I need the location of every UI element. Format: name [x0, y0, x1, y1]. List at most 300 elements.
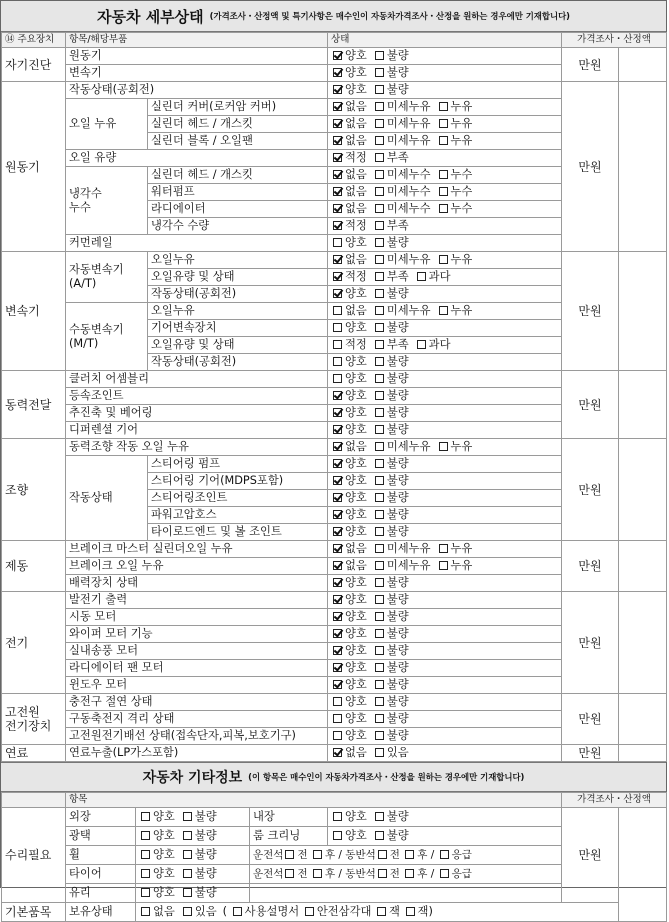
- checkbox[interactable]: [375, 323, 384, 332]
- checkbox[interactable]: [333, 748, 342, 757]
- state-cell: [328, 218, 562, 235]
- checkbox[interactable]: [333, 629, 342, 638]
- checkbox[interactable]: [183, 888, 192, 897]
- pos-text: 운전석: [253, 868, 284, 880]
- checkbox[interactable]: [375, 187, 384, 196]
- table-row: [2, 592, 667, 609]
- other-label: 유리: [66, 884, 136, 903]
- checkbox[interactable]: [183, 850, 192, 859]
- checkbox[interactable]: [375, 374, 384, 383]
- option-label: 양호: [345, 491, 367, 504]
- option-label: 없음: [153, 905, 175, 918]
- checkbox[interactable]: [375, 340, 384, 349]
- other-state: [136, 865, 250, 884]
- option-label: 적정: [345, 338, 367, 351]
- section-name: 고전원 전기장치: [2, 694, 66, 745]
- state-option: [331, 389, 367, 403]
- checkbox[interactable]: [417, 272, 426, 281]
- option-label: 없음: [345, 168, 367, 181]
- price-amount[interactable]: [562, 745, 619, 762]
- checkbox[interactable]: [375, 306, 384, 315]
- position-cell: [250, 846, 562, 865]
- checkbox[interactable]: [440, 850, 449, 859]
- checkbox[interactable]: [333, 510, 342, 519]
- checkbox[interactable]: [375, 748, 384, 757]
- checkbox[interactable]: [378, 850, 387, 859]
- checkbox[interactable]: [333, 476, 342, 485]
- state-cell: [328, 167, 562, 184]
- section-name: 조향: [2, 439, 66, 541]
- checkbox[interactable]: [333, 714, 342, 723]
- state-cell: [328, 643, 562, 660]
- checkbox[interactable]: [333, 289, 342, 298]
- price-blank[interactable]: [619, 541, 667, 592]
- state-option: [331, 627, 367, 641]
- checkbox[interactable]: [313, 850, 322, 859]
- price-blank[interactable]: [619, 694, 667, 745]
- option-label: 양호: [345, 593, 367, 606]
- checkbox[interactable]: [439, 544, 448, 553]
- price-blank[interactable]: [619, 439, 667, 541]
- checkbox[interactable]: [333, 374, 342, 383]
- separator: [400, 849, 403, 861]
- option-label: 불량: [386, 83, 409, 96]
- option-label: 양호: [345, 406, 367, 419]
- option-label: 없음: [345, 253, 367, 266]
- option-label: 미세누유: [386, 117, 431, 130]
- price-blank[interactable]: [619, 48, 667, 82]
- state-option: [331, 372, 367, 386]
- checkbox[interactable]: [333, 493, 342, 502]
- state-option: [181, 848, 217, 862]
- checkbox[interactable]: [183, 831, 192, 840]
- item-name: 충전구 절연 상태: [66, 694, 328, 711]
- checkbox[interactable]: [333, 68, 342, 77]
- section-name: 연료: [2, 745, 66, 762]
- price-unit: 만원: [578, 304, 602, 318]
- state-cell: [328, 133, 562, 150]
- checkbox[interactable]: [375, 812, 384, 821]
- checkbox[interactable]: [375, 595, 384, 604]
- state-cell: [328, 286, 562, 303]
- pos-text: 전: [297, 868, 308, 880]
- checkbox[interactable]: [141, 907, 150, 916]
- checkbox[interactable]: [375, 714, 384, 723]
- checkbox[interactable]: [333, 442, 342, 451]
- checkbox[interactable]: [141, 831, 150, 840]
- checkbox[interactable]: [375, 51, 384, 60]
- price-amount[interactable]: [562, 82, 619, 252]
- state-cell: [328, 388, 562, 405]
- state-option: [373, 304, 431, 318]
- option-label: 양호: [345, 810, 367, 823]
- option-label: 불량: [386, 355, 409, 368]
- checkbox[interactable]: [375, 680, 384, 689]
- state-option: [373, 117, 431, 131]
- basic-label: 보유상태: [66, 903, 136, 922]
- state-cell: [328, 405, 562, 422]
- option-label: 미세누수: [386, 185, 431, 198]
- option-label: 양호: [345, 236, 367, 249]
- state-option: [373, 100, 431, 114]
- other-price-blank[interactable]: [619, 808, 667, 922]
- option-label: 누유: [450, 100, 473, 113]
- checkbox[interactable]: [141, 850, 150, 859]
- checkbox[interactable]: [333, 221, 342, 230]
- checkbox[interactable]: [439, 204, 448, 213]
- checkbox[interactable]: [333, 391, 342, 400]
- price-blank[interactable]: [619, 592, 667, 694]
- checkbox[interactable]: [333, 408, 342, 417]
- checkbox[interactable]: [375, 646, 384, 655]
- checkbox[interactable]: [405, 869, 414, 878]
- state-option: [139, 867, 175, 881]
- checkbox[interactable]: [375, 289, 384, 298]
- checkbox[interactable]: [375, 493, 384, 502]
- pos-text: 후: [417, 849, 428, 861]
- other-label: 광택: [66, 827, 136, 846]
- checkbox[interactable]: [375, 663, 384, 672]
- checkbox[interactable]: [183, 907, 192, 916]
- price-amount[interactable]: [562, 371, 619, 439]
- option-label: 미세누유: [386, 440, 431, 453]
- checkbox[interactable]: [333, 357, 342, 366]
- item-name: 실린더 헤드 / 개스킷: [148, 167, 328, 184]
- state-option: [415, 338, 451, 352]
- state-cell: [328, 201, 562, 218]
- option-label: 양호: [345, 678, 367, 691]
- item-name: 연료누출(LP가스포함): [66, 745, 328, 762]
- checkbox[interactable]: [417, 340, 426, 349]
- checkbox[interactable]: [333, 85, 342, 94]
- section-name: 제동: [2, 541, 66, 592]
- state-cell: [328, 269, 562, 286]
- price-blank[interactable]: [619, 745, 667, 762]
- item-group: 작동상태: [66, 456, 148, 541]
- state-option: [373, 729, 409, 743]
- item-name: 실린더 커버(로커암 커버): [148, 99, 328, 116]
- checkbox[interactable]: [439, 306, 448, 315]
- checkbox[interactable]: [375, 102, 384, 111]
- item-name: 커먼레일: [66, 235, 328, 252]
- option-label: 누유: [450, 253, 473, 266]
- option-label: 적정: [345, 151, 367, 164]
- table-row: [2, 541, 667, 558]
- price-blank[interactable]: [619, 371, 667, 439]
- separator: /: [427, 868, 438, 880]
- price-amount[interactable]: [562, 592, 619, 694]
- other-state: [136, 827, 250, 846]
- checkbox[interactable]: [333, 646, 342, 655]
- checkbox[interactable]: [439, 136, 448, 145]
- checkbox[interactable]: [375, 272, 384, 281]
- checkbox[interactable]: [378, 869, 387, 878]
- checkbox[interactable]: [333, 204, 342, 213]
- option-label: 누유: [450, 117, 473, 130]
- other-state: [136, 884, 250, 903]
- checkbox[interactable]: [333, 323, 342, 332]
- state-option: [373, 457, 409, 471]
- checkbox[interactable]: [375, 425, 384, 434]
- price-blank[interactable]: [619, 82, 667, 252]
- checkbox[interactable]: [375, 476, 384, 485]
- checkbox[interactable]: [439, 187, 448, 196]
- state-cell: [328, 609, 562, 626]
- price-amount[interactable]: [562, 541, 619, 592]
- checkbox[interactable]: [333, 697, 342, 706]
- option-label: 미세누유: [386, 100, 431, 113]
- checkbox[interactable]: [333, 255, 342, 264]
- checkbox[interactable]: [439, 561, 448, 570]
- option-label: 양호: [345, 712, 367, 725]
- checkbox[interactable]: [375, 170, 384, 179]
- state-cell: [328, 728, 562, 745]
- checkbox[interactable]: [375, 153, 384, 162]
- option-label: 누유: [450, 559, 473, 572]
- checkbox[interactable]: [333, 595, 342, 604]
- other-label: 타이어: [66, 865, 136, 884]
- checkbox[interactable]: [305, 907, 314, 916]
- checkbox[interactable]: [313, 869, 322, 878]
- checkbox[interactable]: [375, 357, 384, 366]
- checkbox[interactable]: [333, 136, 342, 145]
- option-label: 불량: [386, 610, 409, 623]
- checkbox[interactable]: [375, 831, 384, 840]
- checkbox[interactable]: [333, 187, 342, 196]
- state-option: [373, 829, 409, 843]
- checkbox[interactable]: [375, 408, 384, 417]
- pos-text: 후: [417, 868, 428, 880]
- checkbox[interactable]: [333, 119, 342, 128]
- checkbox[interactable]: [375, 136, 384, 145]
- detail-title: 자동차 세부상태: [97, 7, 204, 26]
- checkbox[interactable]: [375, 442, 384, 451]
- price-amount[interactable]: [562, 252, 619, 371]
- checkbox[interactable]: [333, 544, 342, 553]
- state-option: [373, 287, 409, 301]
- state-cell: [328, 99, 562, 116]
- checkbox[interactable]: [333, 812, 342, 821]
- other-state2: [328, 827, 562, 846]
- item-name: 와이퍼 모터 기능: [66, 626, 328, 643]
- other-banner: [1, 762, 666, 792]
- state-option: [331, 729, 367, 743]
- item-name: 파워고압호스: [148, 507, 328, 524]
- other-label: 외장: [66, 808, 136, 827]
- checkbox[interactable]: [285, 850, 294, 859]
- option-label: 양호: [345, 508, 367, 521]
- checkbox[interactable]: [333, 459, 342, 468]
- state-option: [373, 746, 409, 760]
- option-label: 불량: [194, 848, 217, 861]
- checkbox[interactable]: [375, 238, 384, 247]
- group-repair: 수리필요: [2, 808, 66, 903]
- checkbox[interactable]: [375, 561, 384, 570]
- item-name: 추진축 및 베어링: [66, 405, 328, 422]
- checkbox[interactable]: [375, 697, 384, 706]
- option-label: 불량: [386, 810, 409, 823]
- state-option: [181, 810, 217, 824]
- option-label: 부족: [386, 219, 409, 232]
- price-amount[interactable]: [562, 439, 619, 541]
- checkbox[interactable]: [375, 255, 384, 264]
- option-label: 양호: [153, 886, 175, 899]
- state-option: [437, 117, 473, 131]
- pos-text: 전: [297, 849, 308, 861]
- checkbox[interactable]: [375, 527, 384, 536]
- checkbox[interactable]: [333, 306, 342, 315]
- detail-table: [1, 32, 667, 762]
- state-cell: [328, 473, 562, 490]
- other-title: 자동차 기타정보: [142, 770, 243, 786]
- checkbox[interactable]: [233, 907, 242, 916]
- checkbox[interactable]: [375, 68, 384, 77]
- checkbox[interactable]: [439, 442, 448, 451]
- state-option: [373, 542, 431, 556]
- state-option: [373, 525, 409, 539]
- price-blank[interactable]: [619, 252, 667, 371]
- state-option: [331, 304, 367, 318]
- checkbox[interactable]: [439, 255, 448, 264]
- state-option: [331, 66, 367, 80]
- checkbox[interactable]: [439, 170, 448, 179]
- checkbox[interactable]: [333, 527, 342, 536]
- checkbox[interactable]: [439, 102, 448, 111]
- state-option: [373, 49, 409, 63]
- checkbox[interactable]: [333, 153, 342, 162]
- item-name: 원동기: [66, 48, 328, 65]
- table-row: [2, 371, 667, 388]
- checkbox[interactable]: [333, 612, 342, 621]
- checkbox[interactable]: [375, 544, 384, 553]
- option-label: 없음: [345, 202, 367, 215]
- price-unit: 만원: [578, 397, 602, 412]
- option-label: 양호: [153, 867, 175, 880]
- checkbox[interactable]: [375, 612, 384, 621]
- price-amount[interactable]: [562, 694, 619, 745]
- item-name: 실린더 블록 / 오일팬: [148, 133, 328, 150]
- checkbox[interactable]: [333, 102, 342, 111]
- checkbox[interactable]: [375, 459, 384, 468]
- detail-banner: [1, 1, 666, 32]
- state-option: [437, 185, 473, 199]
- section-name: 원동기: [2, 82, 66, 252]
- checkbox[interactable]: [375, 391, 384, 400]
- state-option: [331, 508, 367, 522]
- item-name: 동력조향 작동 오일 누유: [66, 439, 328, 456]
- checkbox[interactable]: [333, 272, 342, 281]
- checkbox[interactable]: [141, 888, 150, 897]
- checkbox[interactable]: [439, 119, 448, 128]
- state-option: [437, 440, 473, 454]
- checkbox[interactable]: [333, 561, 342, 570]
- checkbox[interactable]: [333, 51, 342, 60]
- state-option: [331, 542, 367, 556]
- checkbox[interactable]: [377, 907, 386, 916]
- state-option: [437, 253, 473, 267]
- col-price: 가격조사・산정액: [562, 33, 667, 48]
- other-state: [136, 808, 250, 827]
- price-unit: 만원: [578, 159, 602, 174]
- checkbox[interactable]: [375, 85, 384, 94]
- item-group: 자동변속기 (A/T): [66, 252, 148, 303]
- state-option: [139, 905, 175, 919]
- item-name: 작동상태(공회전): [66, 82, 328, 99]
- state-option: [373, 236, 409, 250]
- checkbox[interactable]: [285, 869, 294, 878]
- option-label: 불량: [386, 49, 409, 62]
- item-name: 브레이크 마스터 실린더오일 누유: [66, 541, 328, 558]
- item-name: 오일 유량: [66, 150, 328, 167]
- checkbox[interactable]: [333, 663, 342, 672]
- separator: /: [335, 868, 346, 880]
- option-label: 불량: [386, 372, 409, 385]
- checkbox[interactable]: [333, 578, 342, 587]
- checkbox[interactable]: [333, 680, 342, 689]
- checkbox[interactable]: [183, 869, 192, 878]
- checkbox[interactable]: [375, 221, 384, 230]
- checkbox[interactable]: [333, 238, 342, 247]
- checkbox[interactable]: [375, 578, 384, 587]
- state-option: [331, 202, 367, 216]
- checkbox[interactable]: [406, 907, 415, 916]
- checkbox[interactable]: [141, 812, 150, 821]
- col-item: 항목/해당부품: [66, 33, 328, 48]
- pos-text: 동반석: [345, 849, 376, 861]
- state-option: [331, 270, 367, 284]
- checkbox[interactable]: [333, 731, 342, 740]
- state-option: [373, 593, 409, 607]
- separator: [308, 849, 311, 861]
- option-label: 불량: [386, 829, 409, 842]
- option-label: 불량: [194, 867, 217, 880]
- state-option: [331, 236, 367, 250]
- separator: [400, 868, 403, 880]
- state-option: [331, 712, 367, 726]
- pos-text: 동반석: [345, 868, 376, 880]
- checkbox[interactable]: [375, 510, 384, 519]
- checkbox[interactable]: [375, 119, 384, 128]
- other-price-amount[interactable]: [562, 808, 619, 903]
- checkbox[interactable]: [440, 869, 449, 878]
- col-other-item: 항목: [66, 793, 562, 808]
- checkbox[interactable]: [333, 170, 342, 179]
- state-option: [331, 491, 367, 505]
- checkbox[interactable]: [183, 812, 192, 821]
- state-option: [373, 66, 409, 80]
- checkbox[interactable]: [375, 629, 384, 638]
- state-option: [139, 848, 175, 862]
- checkbox[interactable]: [333, 831, 342, 840]
- state-cell: [328, 541, 562, 558]
- checkbox[interactable]: [375, 731, 384, 740]
- item-group: 오일 누유: [66, 99, 148, 150]
- item-name: 오일유량 및 상태: [148, 269, 328, 286]
- checkbox[interactable]: [141, 869, 150, 878]
- checkbox[interactable]: [333, 340, 342, 349]
- checkbox[interactable]: [333, 425, 342, 434]
- option-label: 미세누수: [386, 168, 431, 181]
- section-name: 자기진단: [2, 48, 66, 82]
- price-amount[interactable]: [562, 48, 619, 82]
- option-label: 누유: [450, 134, 473, 147]
- checkbox[interactable]: [375, 204, 384, 213]
- state-option: [331, 134, 367, 148]
- item-name: 오일유량 및 상태: [148, 337, 328, 354]
- state-option: [373, 644, 409, 658]
- option-label: 불량: [386, 729, 409, 742]
- checkbox[interactable]: [405, 850, 414, 859]
